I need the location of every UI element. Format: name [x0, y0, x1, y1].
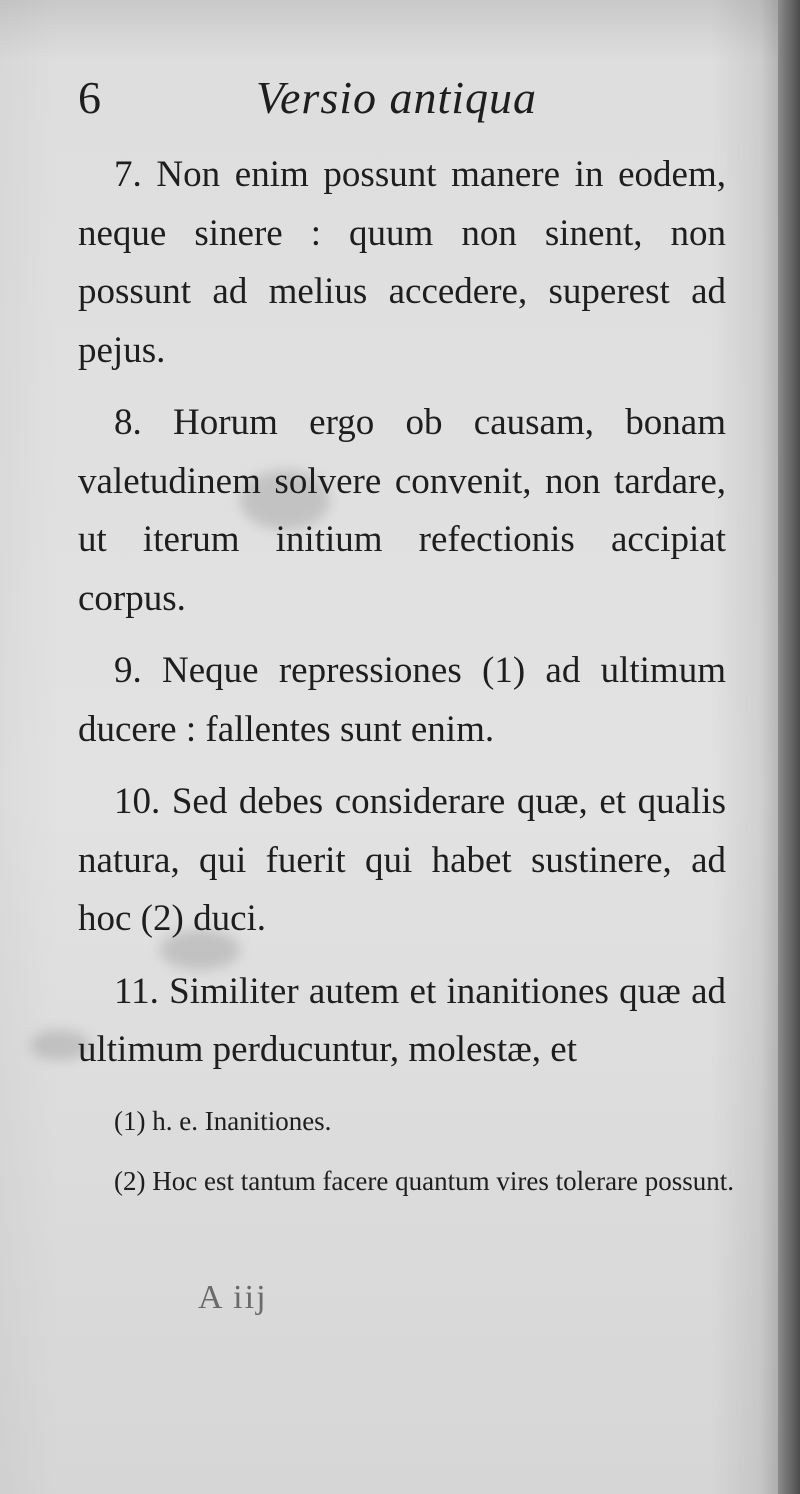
page-number: 6 [78, 72, 101, 123]
footnotes [78, 1102, 738, 1222]
paragraph-8: 8. Horum ergo ob causam, bonam valetudinem solvere convenit, non tardare, ut iterum initium refectionis accipiat corpus. [78, 402, 726, 619]
paragraph-7: 7. Non enim possunt manere in eodem, neque sinere : quum non sinent, non possunt ad melius accedere, superest ad pejus. [78, 154, 726, 371]
paragraph-11: 11. Similiter autem et inanitiones quæ ad ultimum perducuntur, molestæ, et [78, 970, 726, 1070]
paragraph-10: 10. Sed debes considerare quæ, et qualis natura, qui fuerit qui habet sustinere, ad hoc (2) duci. [78, 781, 726, 939]
paragraph-9: 9. Neque repressiones (1) ad ultimum ducere : fallentes sunt enim. [78, 650, 726, 750]
footnote-1: (1) h. e. Inanitiones. [114, 1106, 332, 1136]
book-spine-shadow [778, 0, 800, 1494]
footnote-2: (2) Hoc est tantum facere quantum vires tolerare possunt. [114, 1166, 735, 1196]
running-head: Versio antiqua [256, 72, 538, 123]
signature-mark: A iij [198, 1279, 268, 1316]
page-header [78, 64, 718, 134]
body-text [78, 146, 726, 1094]
